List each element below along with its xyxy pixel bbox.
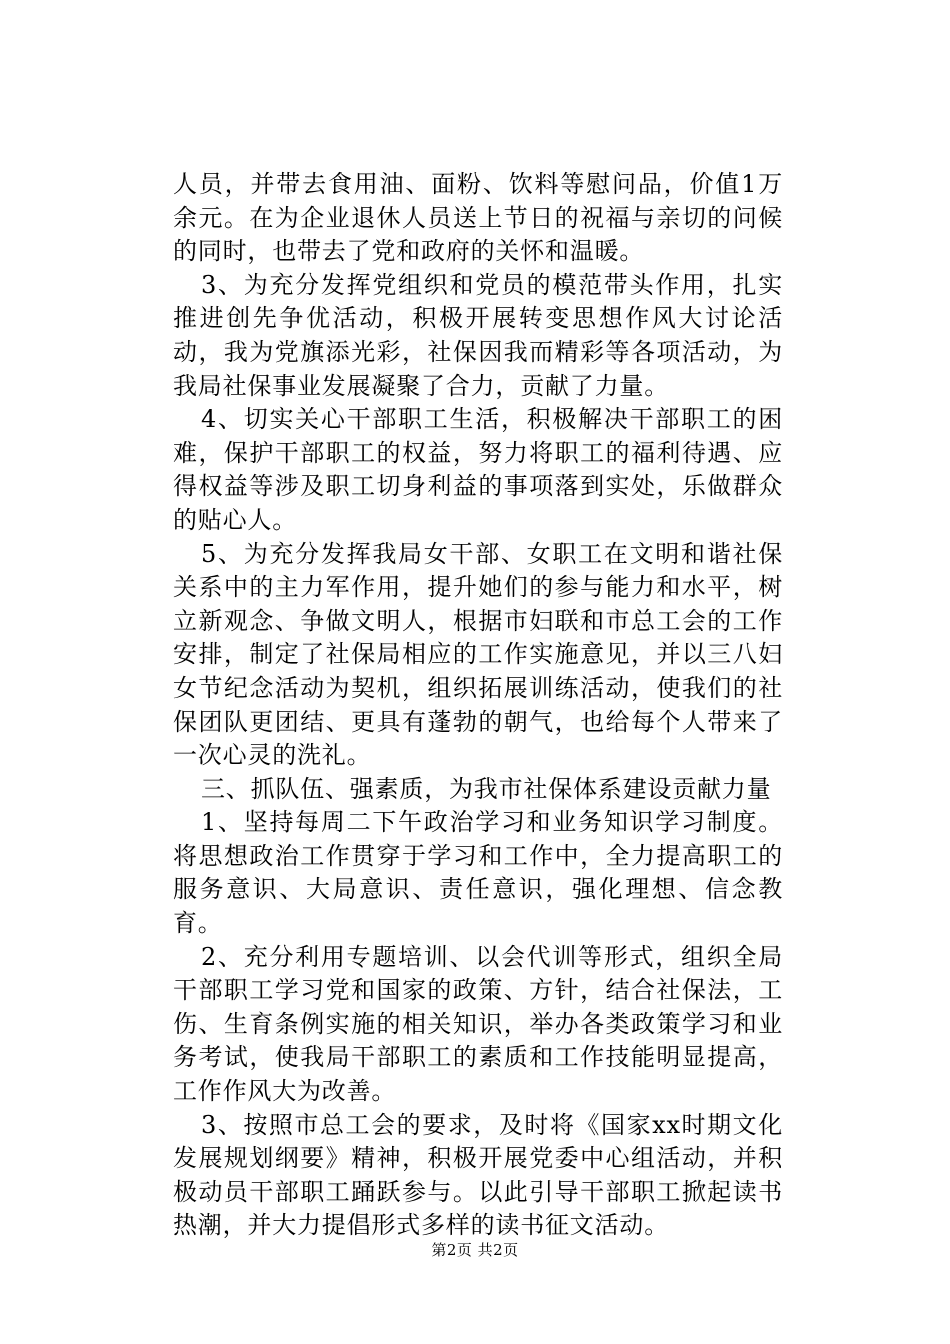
document-body	[173, 168, 783, 1243]
paragraph-item-5: 5、为充分发挥我局女干部、女职工在文明和谐社保关系中的主力军作用，提升她们的参与能力和水平，树立新观念、争做文明人，根据市妇联和市总工会的工作安排，制定了社保局相应的工作实施意见，并以三八妇女节纪念活动为契机，组织拓展训练活动，使我们的社保团队更团结、更具有蓬勃的朝气，也给每个人带来了一次心灵的洗礼。	[173, 539, 783, 770]
section-heading-3: 三、抓队伍、强素质，为我市社保体系建设贡献力量	[201, 774, 772, 803]
paragraph-section3-item-3: 3、按照市总工会的要求，及时将《国家xx时期文化发展规划纲要》精神，积极开展党委中心组活动，并积极动员干部职工踊跃参与。以此引导干部职工掀起读书热潮，并大力提倡形式多样的读书征文活动。	[173, 1110, 783, 1240]
paragraph-continuation: 人员，并带去食用油、面粉、饮料等慰问品，价值1万余元。在为企业退休人员送上节日的祝福与亲切的问候的同时，也带去了党和政府的关怀和温暖。	[173, 170, 783, 266]
paragraph-section3-item-2: 2、充分利用专题培训、以会代训等形式，组织全局干部职工学习党和国家的政策、方针，结合社保法，工伤、生育条例实施的相关知识，举办各类政策学习和业务考试，使我局干部职工的素质和工作技能明显提高，工作作风大为改善。	[173, 942, 783, 1106]
paragraph-item-3: 3、为充分发挥党组织和党员的模范带头作用，扎实推进创先争优活动，积极开展转变思想作风大讨论活动，我为党旗添光彩，社保因我而精彩等各项活动，为我局社保事业发展凝聚了合力，贡献了力量。	[173, 270, 783, 400]
paragraph-section3-item-1: 1、坚持每周二下午政治学习和业务知识学习制度。将思想政治工作贯穿于学习和工作中，全力提高职工的服务意识、大局意识、责任意识，强化理想、信念教育。	[173, 808, 783, 938]
page-footer: 第2页 共2页	[431, 1241, 519, 1259]
paragraph-item-4: 4、切实关心干部职工生活，积极解决干部职工的困难，保护干部职工的权益，努力将职工的福利待遇、应得权益等涉及职工切身利益的事项落到实处，乐做群众的贴心人。	[173, 405, 783, 534]
